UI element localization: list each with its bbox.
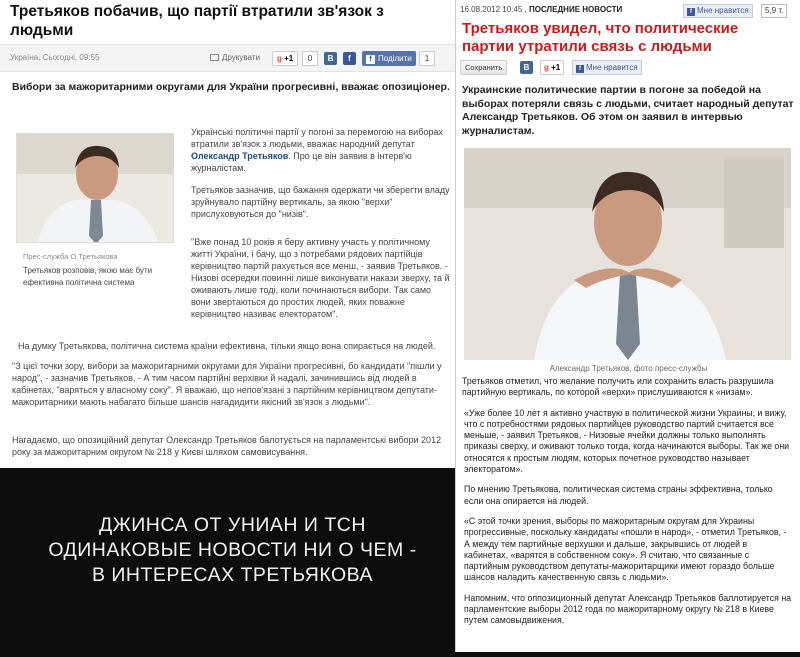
left-body-column — [191, 126, 453, 230]
caption-line-1: ДЖИНСА ОТ УНИАН И ТСН — [99, 514, 366, 536]
left-paragraph-4: На думку Третьякова, політична система країни ефективна, тільки якщо вона спирається на людей. — [18, 341, 436, 351]
left-meta-bar — [0, 44, 455, 72]
right-paragraph-3: По мнению Третьякова, политическая система страны эффективна, только если она опирается на людей. — [464, 484, 773, 506]
caption-line-3: В ИНТЕРЕСАХ ТРЕТЬЯКОВА — [91, 564, 374, 586]
left-date: Україна, Сьогодні, 09:55 — [10, 53, 100, 62]
caption-line-2: ОДИНАКОВЫЕ НОВОСТИ НИ О ЧЕМ - — [48, 539, 417, 561]
gplus-count: 0 — [302, 51, 318, 66]
collage-caption — [20, 513, 445, 588]
left-photo-caption: Третьяков розповів, якою має бути ефективна політична система — [23, 266, 153, 287]
right-lead: Украинские политические партии в погоне за победой на выборах потеряли связь с людьми, считает народный депутат Александр Третьяков. Об этом он заявил в интервью журналистам. — [462, 84, 794, 137]
gplus-button[interactable]: g +1 — [272, 51, 298, 66]
right-article-photo — [464, 148, 791, 360]
left-lead: Вибори за мажоритарними округами для України прогресивні, вважає опозиціонер. — [12, 81, 450, 93]
section-link[interactable]: ПОСЛЕДНИЕ НОВОСТИ — [528, 5, 623, 14]
vk-icon[interactable]: В — [520, 61, 533, 74]
right-paragraph-4: «С этой точки зрения, выборы по мажоритарным округам для Украины прогрессивные, поскольку кандидаты «пошли в народ», - отметил Третьяков, - А между тем партийные верхушки и дальше, закрывшись от людей в кабинетах, «варятся в собственном соку». Я считаю, что связанные с партийным руководством депутаты-мажоритарщики имеют гораздо больше шансов наладить качественную связь с людьми». — [464, 515, 787, 583]
vk-icon[interactable]: В — [324, 52, 337, 65]
right-article — [455, 0, 800, 652]
save-button[interactable]: Сохранить — [460, 60, 507, 75]
right-article-title[interactable]: Третьяков увидел, что политические партии утратили связь с людьми — [462, 20, 739, 55]
print-label: Друкувати — [222, 53, 260, 62]
right-paragraph-1: Третьяков отметил, что желание получить или сохранить власть разрушила партийную вертикаль, по которой «верхи» прислушиваются к «низам». — [462, 376, 774, 398]
right-photo-caption: Александр Третьяков, фото пресс-службы — [549, 364, 708, 373]
right-body — [462, 376, 792, 636]
gplus-button[interactable]: g +1 — [540, 60, 564, 75]
facebook-icon: f — [687, 8, 695, 16]
right-paragraph-5: Напомним, что оппозиционный депутат Александр Третьяков баллотируется на парламентские выборы 2012 года по мажоритарному округу № 218 в Киеве путем самовыдвижения. — [464, 592, 792, 626]
politician-name-link[interactable]: Олександр Третьяков — [191, 151, 289, 161]
like-count: 5,9 т. — [761, 4, 787, 18]
fb-like-button-2[interactable]: f Мне нравится — [572, 60, 642, 75]
print-button[interactable] — [210, 53, 260, 62]
left-article-title[interactable]: Третьяков побачив, що партії втратили зв'язок з людьми — [10, 3, 384, 39]
left-portrait-image — [17, 134, 174, 243]
right-paragraph-2: «Уже более 10 лет я активно участвую в политической жизни Украины, и вижу, что с потребностями рядовых партийцев руководство партий считается все меньше, - заявил Третьяков, - Низовые ячейки должны только выполнять приказы сверху, и оживают только тогда, когда начинаются выборы. Так же они относятся к простым людям, которых почетное руководство называет электоратом». — [464, 407, 790, 475]
printer-icon — [210, 54, 219, 61]
left-photo-source: Прес-служба О.Третьякова — [23, 252, 118, 261]
left-article-photo — [16, 133, 174, 243]
share-count: 1 — [419, 51, 435, 66]
right-portrait-image — [464, 148, 791, 360]
left-paragraph-3: "Вже понад 10 років я беру активну участь у політичному житті України, і бачу, що з потребами рядових партійців керівництво партій рахується все менш, - заявив Третьяков. - Низові осередки повинні лише виконувати накази зверху, та й оживають лише тоді, коли починаються вибори. Так само вони звертаються до простих людей, яких поважне керівництво називає електоратом". — [191, 237, 450, 319]
left-paragraph-5: "З цієї точки зору, вибори за мажоритарними округами для України прогресивні, бо кандидати "пішли у народ", - зазначив Третьяков, - А тим часом партійні верхівки й надалі, зачинившись від людей в кабінетах, "варяться у власному соку". Я вважаю, що непов'язані з партійним керівництвом депутати-мажоритарники мають набагато більше шансів нагадидити якісний зв'язок з людьми". — [12, 361, 442, 407]
left-article — [0, 0, 455, 468]
left-paragraph-1: Українські політичні партії у погоні за перемогою на виборах втратили зв'язок з людьми, вважає народний депутат Олександр Третьяков. Про це він заявив в інтерв'ю журналістам. — [191, 127, 443, 173]
left-paragraph-6: Нагадаємо, що опозиційний депутат Олександр Третьяков балотується на парламентські вибори 2012 року за мажоритарним округом № 218 у Києві шляхом самовисування. — [12, 435, 442, 457]
share-button[interactable]: f Поділити — [362, 51, 416, 66]
facebook-icon[interactable]: f — [343, 52, 356, 65]
facebook-icon: f — [576, 65, 584, 73]
right-date-line: 16.08.2012 10:45 , ПОСЛЕДНИЕ НОВОСТИ — [460, 5, 623, 14]
fb-like-button[interactable]: f Мне нравится — [683, 4, 753, 18]
left-paragraph-2: Третьяков зазначив, що бажання одержати чи зберегти владу зруйнувало партійну вертикаль, за якою "верхи" прислуховуються до "низів". — [191, 185, 450, 219]
